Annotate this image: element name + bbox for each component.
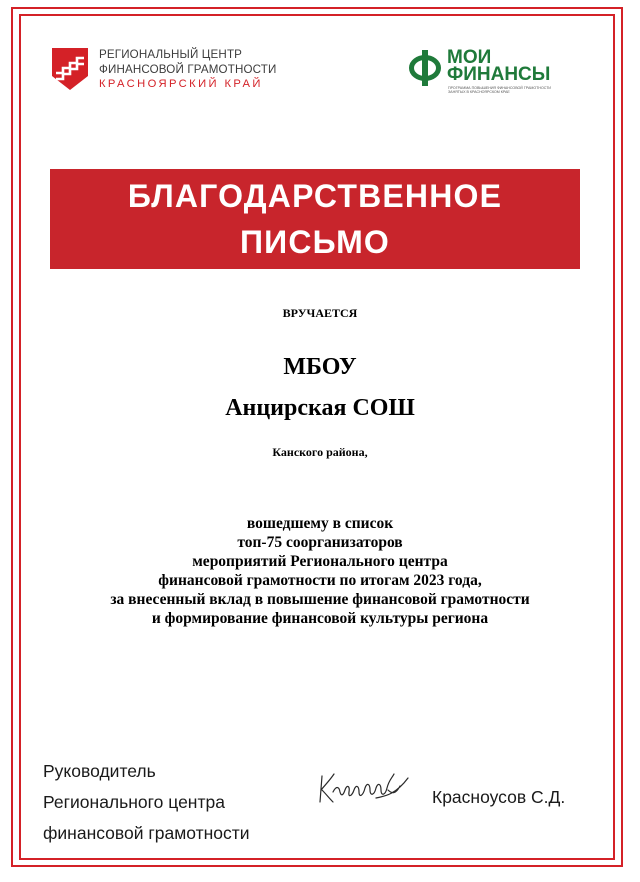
handwritten-signature: [316, 768, 412, 810]
signatory-title-line: Руководитель: [43, 761, 156, 781]
moi-finansy-logo: [407, 46, 577, 96]
reason-line: за внесенный вклад в повышение финансовой грамотности: [110, 591, 530, 608]
awarded-label: ВРУЧАЕТСЯ: [282, 306, 358, 320]
signatory-title: [43, 756, 250, 849]
reason-line: финансовой грамотности по итогам 2023 года,: [158, 572, 482, 589]
reason-paragraph: [0, 514, 640, 628]
logo-program-caption: ПРОГРАММА ПОВЫШЕНИЯ ФИНАНСОВОЙ ГРАМОТНОСТИ ЗАНЯТЫХ В КРАСНОЯРСКОМ КРАЕ: [448, 86, 551, 95]
logo-text-region: КРАСНОЯРСКИЙ КРАЙ: [99, 78, 263, 90]
reason-line: мероприятий Регионального центра: [192, 553, 448, 570]
recipient-district: Канского района,: [272, 445, 368, 459]
phi-coin-icon: [407, 48, 443, 88]
reason-line: и формирование финансовой культуры региона: [151, 610, 489, 627]
recipient-org-type: МБОУ: [283, 354, 357, 380]
regional-center-logo: [50, 46, 330, 96]
recipient-school-name: Анцирская СОШ: [225, 395, 415, 421]
signatory-title-line: финансовой грамотности: [43, 823, 250, 843]
reason-line: топ-75 соорганизаторов: [237, 534, 403, 551]
logo-text-line-2: ФИНАНСОВОЙ ГРАМОТНОСТИ: [99, 63, 277, 76]
logo-word-moi: МОИ: [447, 47, 492, 68]
signatory-title-line: Регионального центра: [43, 792, 225, 812]
signer-name: Красноусов С.Д.: [432, 787, 566, 807]
logo-word-finansy: ФИНАНСЫ: [447, 64, 551, 85]
title-line-2: ПИСЬМО: [239, 224, 391, 260]
inner-border-frame: [19, 14, 615, 860]
title-line-1: БЛАГОДАРСТВЕННОЕ: [127, 178, 503, 214]
shield-stairs-icon: [50, 46, 90, 92]
reason-line: вошедшему в список: [246, 515, 394, 532]
logo-text-line-1: РЕГИОНАЛЬНЫЙ ЦЕНТР: [99, 48, 243, 61]
title-banner: [50, 169, 580, 269]
